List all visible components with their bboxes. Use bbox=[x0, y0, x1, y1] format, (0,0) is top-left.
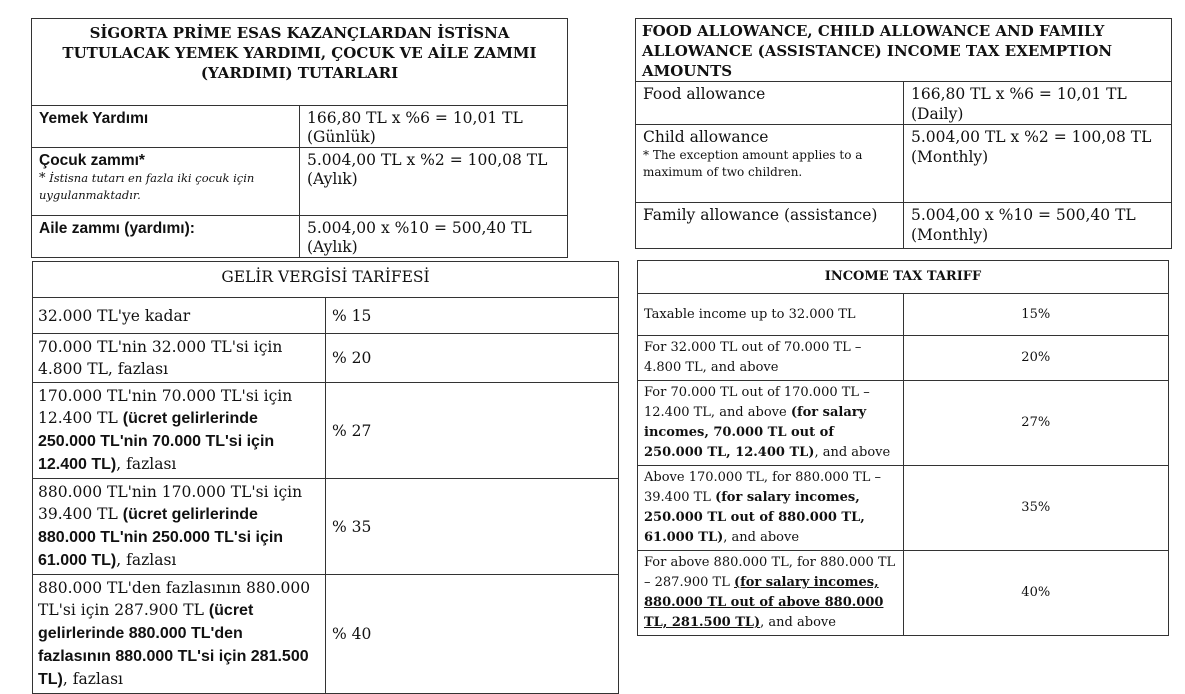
bracket-text: For above 880.000 TL, for 880.000 TL – 287.900 TL (for salary incomes, 880.000 TL out of above 880.000 TL, 281.500 TL), and above bbox=[638, 551, 904, 636]
table-row bbox=[32, 216, 568, 258]
bracket-rate: 27% bbox=[903, 381, 1169, 466]
en-tariff-title: INCOME TAX TARIFF bbox=[638, 261, 1169, 294]
row-label: Child allowance * The exception amount applies to a maximum of two children. bbox=[636, 125, 904, 203]
bracket-text: 880.000 TL'den fazlasının 880.000 TL'si için 287.900 TL (ücret gelirlerinde 880.000 TL'den fazlasının 880.000 TL'si için 281.500 TL), fazlası bbox=[33, 575, 326, 694]
table-row bbox=[636, 125, 1172, 203]
row-value: 5.004,00 TL x %2 = 100,08 TL (Aylık) bbox=[300, 148, 568, 216]
table-row bbox=[32, 148, 568, 216]
tr-tariff-grid bbox=[32, 261, 619, 694]
bracket-text: 880.000 TL'nin 170.000 TL'si için 39.400 TL (ücret gelirlerinde 880.000 TL'nin 250.000 TL'si için 61.000 TL), fazlası bbox=[33, 479, 326, 575]
table-row bbox=[33, 479, 619, 575]
bracket-text: 32.000 TL'ye kadar bbox=[33, 298, 326, 334]
table-row bbox=[33, 575, 619, 694]
bracket-rate: 20% bbox=[903, 336, 1169, 381]
bracket-rate: 35% bbox=[903, 466, 1169, 551]
table-row bbox=[638, 381, 1169, 466]
bracket-text: Taxable income up to 32.000 TL bbox=[638, 294, 904, 336]
bracket-text: For 32.000 TL out of 70.000 TL – 4.800 TL, and above bbox=[638, 336, 904, 381]
bracket-rate: 40% bbox=[903, 551, 1169, 636]
bracket-text: For 70.000 TL out of 170.000 TL – 12.400 TL, and above (for salary incomes, 70.000 TL out of 250.000 TL, 12.400 TL), and above bbox=[638, 381, 904, 466]
bracket-rate: % 35 bbox=[326, 479, 619, 575]
bracket-text: 170.000 TL'nin 70.000 TL'si için 12.400 TL (ücret gelirlerinde 250.000 TL'nin 70.000 TL'si için 12.400 TL), fazlası bbox=[33, 383, 326, 479]
row-value: 5.004,00 x %10 = 500,40 TL (Monthly) bbox=[904, 203, 1172, 249]
en-allowance-title: FOOD ALLOWANCE, CHILD ALLOWANCE AND FAMILY ALLOWANCE (ASSISTANCE) INCOME TAX EXEMPTION AMOUNTS bbox=[636, 19, 1172, 82]
table-row bbox=[638, 294, 1169, 336]
bracket-rate: % 20 bbox=[326, 334, 619, 383]
row-note: * İstisna tutarı en fazla iki çocuk için uygulanmaktadır. bbox=[39, 171, 255, 202]
table-row bbox=[638, 336, 1169, 381]
en-allowance-grid bbox=[635, 18, 1172, 249]
row-label: Çocuk zammı* * İstisna tutarı en fazla iki çocuk için uygulanmaktadır. bbox=[32, 148, 300, 216]
table-row bbox=[636, 203, 1172, 249]
row-label: Food allowance bbox=[636, 82, 904, 125]
tr-tariff-table bbox=[32, 261, 619, 694]
table-row bbox=[636, 82, 1172, 125]
row-value: 166,80 TL x %6 = 10,01 TL (Daily) bbox=[904, 82, 1172, 125]
tr-allowance-table bbox=[31, 18, 568, 258]
table-row bbox=[33, 383, 619, 479]
tr-allowance-title: SİGORTA PRİME ESAS KAZANÇLARDAN İSTİSNA TUTULACAK YEMEK YARDIMI, ÇOCUK VE AİLE ZAMMI (YARDIMI) TUTARLARI bbox=[32, 19, 568, 106]
table-row bbox=[33, 334, 619, 383]
row-note: * The exception amount applies to a maximum of two children. bbox=[643, 148, 863, 179]
bracket-rate: % 15 bbox=[326, 298, 619, 334]
bracket-text: 70.000 TL'nin 32.000 TL'si için 4.800 TL, fazlası bbox=[33, 334, 326, 383]
table-row bbox=[638, 466, 1169, 551]
en-tariff-table bbox=[637, 260, 1169, 636]
en-allowance-table bbox=[635, 18, 1172, 249]
tr-allowance-grid bbox=[31, 18, 568, 258]
row-label: Family allowance (assistance) bbox=[636, 203, 904, 249]
row-label: Yemek Yardımı bbox=[32, 106, 300, 148]
bracket-rate: % 40 bbox=[326, 575, 619, 694]
table-row bbox=[33, 298, 619, 334]
row-label: Aile zammı (yardımı): bbox=[32, 216, 300, 258]
row-value: 166,80 TL x %6 = 10,01 TL (Günlük) bbox=[300, 106, 568, 148]
table-row bbox=[638, 551, 1169, 636]
tr-tariff-title: GELİR VERGİSİ TARİFESİ bbox=[33, 262, 619, 298]
table-row bbox=[32, 106, 568, 148]
bracket-rate: 15% bbox=[903, 294, 1169, 336]
en-tariff-grid bbox=[637, 260, 1169, 636]
bracket-rate: % 27 bbox=[326, 383, 619, 479]
bracket-text: Above 170.000 TL, for 880.000 TL – 39.400 TL (for salary incomes, 250.000 TL out of 880.000 TL, 61.000 TL), and above bbox=[638, 466, 904, 551]
row-value: 5.004,00 x %10 = 500,40 TL (Aylık) bbox=[300, 216, 568, 258]
row-value: 5.004,00 TL x %2 = 100,08 TL (Monthly) bbox=[904, 125, 1172, 203]
